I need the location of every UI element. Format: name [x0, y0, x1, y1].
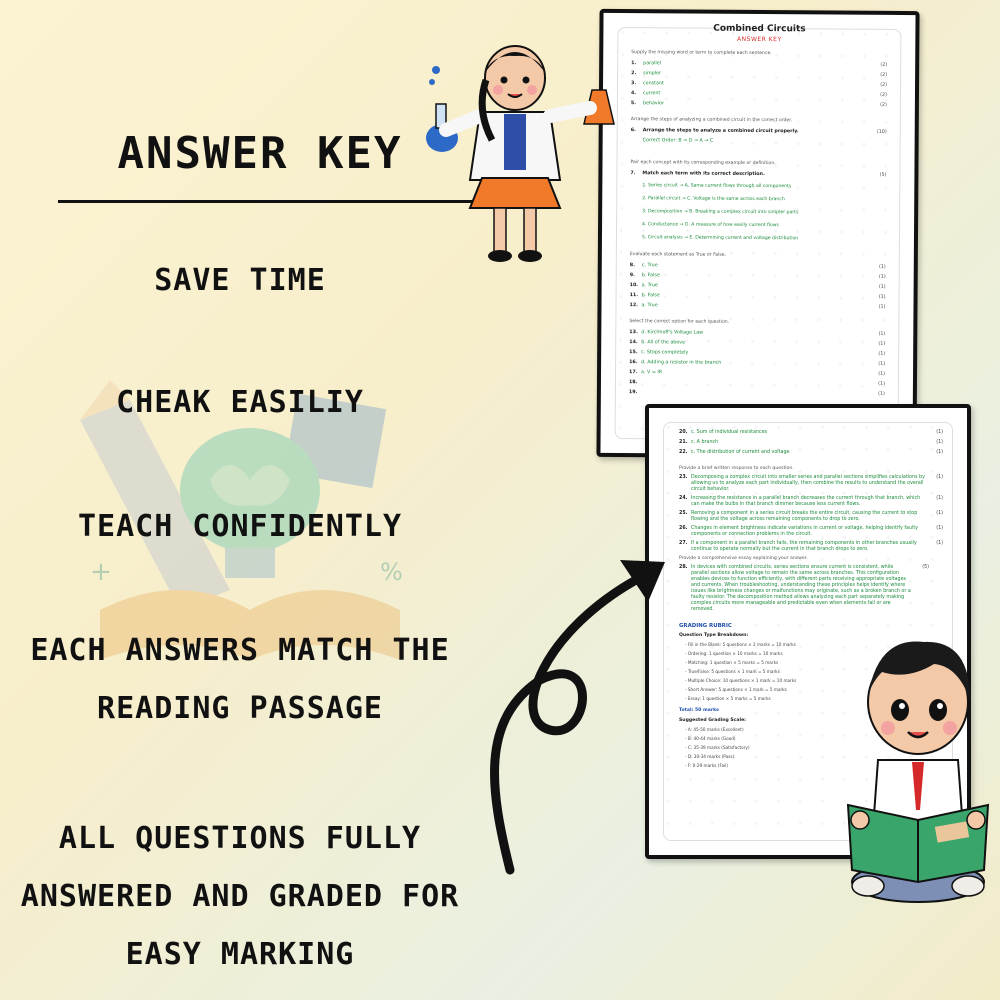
list-item: 9. b. False (1)	[629, 273, 886, 280]
feature-save-time: SAVE TIME	[154, 263, 326, 298]
list-item: 24. Increasing the resistance in a parallel branch decreases the current through that branch, which can make the bulbs in that branch dimmer because less current flows. (1)	[679, 496, 943, 507]
fill-instruction: Supply the missing word or term to complete each sentence.	[631, 50, 772, 57]
list-item: 11. b. False (1)	[629, 293, 886, 300]
feature-fully-answered: ALL QUESTIONS FULLY ANSWERED AND GRADED FOR EASY MARKING	[20, 821, 460, 972]
list-item: 10. a. True (1)	[629, 283, 886, 290]
list-item: 27. If a component in a parallel branch fails, the remaining components in other branches usually continue to operate normally but the current in that branch drops to zero. (1)	[679, 541, 943, 552]
list-item: - Ordering: 1 question × 10 marks = 10 marks	[685, 651, 783, 656]
list-item: 4. Conductance → D. A measure of how easily current flows	[642, 222, 779, 229]
order-answer: Correct Order: B → D → A → C	[642, 138, 714, 144]
match-instruction: Pair each concept with its corresponding example or definition.	[630, 160, 776, 167]
curly-arrow-icon	[470, 540, 670, 880]
headline-divider	[58, 200, 482, 203]
list-item: - True/False: 5 questions × 1 mark = 5 marks	[685, 669, 780, 674]
rubric-scale-head: Suggested Grading Scale:	[679, 718, 747, 723]
list-item: 12. a. True (1)	[629, 303, 886, 310]
order-instruction: Arrange the steps of analyzing a combined circuit in the correct order.	[630, 117, 793, 124]
list-item: 5. behavior (2)	[630, 101, 887, 108]
feature-answers-match: EACH ANSWERS MATCH THE READING PASSAGE	[30, 633, 450, 726]
list-item: 15. c. Stops completely (1)	[629, 350, 886, 357]
match-question: 7. Match each term with its correct description. (5)	[630, 171, 887, 178]
list-item: 2. Parallel circuit → C. Voltage is the same across each branch	[642, 196, 785, 203]
list-item: 20. c. Sum of individual resistances (1)	[679, 430, 943, 435]
list-item: 21. c. A branch (1)	[679, 440, 943, 445]
list-item: - Matching: 1 question × 5 marks = 5 marks	[685, 660, 779, 665]
list-item: 22. c. The distribution of current and voltage (1)	[679, 450, 943, 455]
promo-panel	[0, 0, 480, 1000]
reading-boy-icon	[838, 610, 998, 910]
list-item: 4. current (2)	[630, 91, 887, 98]
list-item: 3. Decomposition → B. Breaking a complex circuit into simpler parts	[642, 209, 799, 216]
list-item: 16. d. Adding a resistor in the branch (1)	[629, 360, 886, 367]
list-item: 1. parallel (2)	[631, 61, 888, 68]
rubric-total: Total: 50 marks	[679, 708, 719, 713]
list-item: 14. b. All of the above (1)	[629, 340, 886, 347]
list-item: 17. a. V = IR (1)	[629, 370, 886, 377]
fill-list	[631, 59, 887, 111]
list-item: - Multiple Choice: 10 questions × 1 mark = 10 marks	[685, 678, 797, 683]
doc-subtitle: ANSWER KEY	[737, 35, 782, 44]
list-item: 28. In devices with combined circuits, series sections ensure current is consistent, while parallel sections allow voltage to remain the same across branches. This configuration enables devices to function efficiently, with different parts receiving appropriate voltages and currents. When troubleshooting, understanding these principles helps identify where issues like brightness changes or malfunctions may originate, such as a broken branch or a faulty resistor. The decomposition method allows analyzing each part separately making complex circuits more manageable and predictable even when elements fail or are removed. (5)	[679, 565, 929, 612]
answer-key-page-1	[596, 9, 919, 459]
essay-instruction: Provide a comprehensive essay explaining your answer.	[679, 556, 808, 561]
feature-check-easily: CHEAK EASILIY	[116, 385, 364, 420]
svg-text:+: +	[90, 557, 112, 587]
list-item: - Fill in the Blank: 5 questions × 2 marks = 10 marks	[685, 642, 796, 647]
list-item: 25. Removing a component in a series circuit breaks the entire circuit, causing the current to stop flowing and the voltage across remaining components to drop to zero. (1)	[679, 511, 943, 522]
list-item: 19. (1)	[628, 390, 885, 397]
list-item: - A: 45-50 marks (Excellent)	[685, 727, 744, 732]
list-item: 13. d. Kirchhoff's Voltage Law (1)	[629, 330, 886, 337]
list-item: - Essay: 1 question × 5 marks = 5 marks	[685, 696, 771, 701]
feature-teach-confidently: TEACH CONFIDENTLY	[77, 509, 403, 544]
list-item: 18. (1)	[628, 380, 885, 387]
list-item: - Short Answer: 5 questions × 1 mark = 5 marks	[685, 687, 787, 692]
headline: ANSWER KEY	[117, 128, 403, 179]
order-question: 6. Arrange the steps to analyze a combined circuit properly. (10)	[630, 128, 887, 135]
list-item: 3. constant (2)	[631, 81, 888, 88]
list-item: - F: 0-29 marks (Fail)	[685, 763, 728, 768]
list-item: 2. simpler (2)	[631, 71, 888, 78]
list-item: 8. c. True (1)	[629, 263, 886, 270]
list-item: - C: 35-39 marks (Satisfactory)	[685, 745, 750, 750]
list-item: - D: 30-34 marks (Pass)	[685, 754, 735, 759]
svg-text:%: %	[380, 558, 403, 586]
scientist-girl-icon	[420, 30, 620, 270]
doc-title: Combined Circuits	[713, 23, 806, 35]
list-item: - B: 40-44 marks (Good)	[685, 736, 736, 741]
rubric-breakdown-head: Question Type Breakdown:	[679, 633, 749, 638]
list-item: 1. Series circuit → A. Same current flows through all components	[642, 183, 792, 190]
tf-instruction: Evaluate each statement as True or False.	[629, 252, 727, 258]
list-item: 5. Circuit analysis → E. Determining current and voltage distribution	[641, 235, 799, 242]
list-item: 26. Changes in element brightness indicate variations in current or voltage, helping identify faulty components or connection problems in the circuit. (1)	[679, 526, 943, 537]
mc-instruction: Select the correct option for each question.	[629, 319, 730, 325]
list-item: 23. Decomposing a complex circuit into smaller series and parallel sections simplifies calculations by allowing us to analyze each part individually, then combine the results to understand the overall circuit behavior. (1)	[679, 475, 943, 492]
short-instruction: Provide a brief written response to each question.	[679, 466, 794, 471]
rubric-title: GRADING RUBRIC	[679, 623, 732, 629]
